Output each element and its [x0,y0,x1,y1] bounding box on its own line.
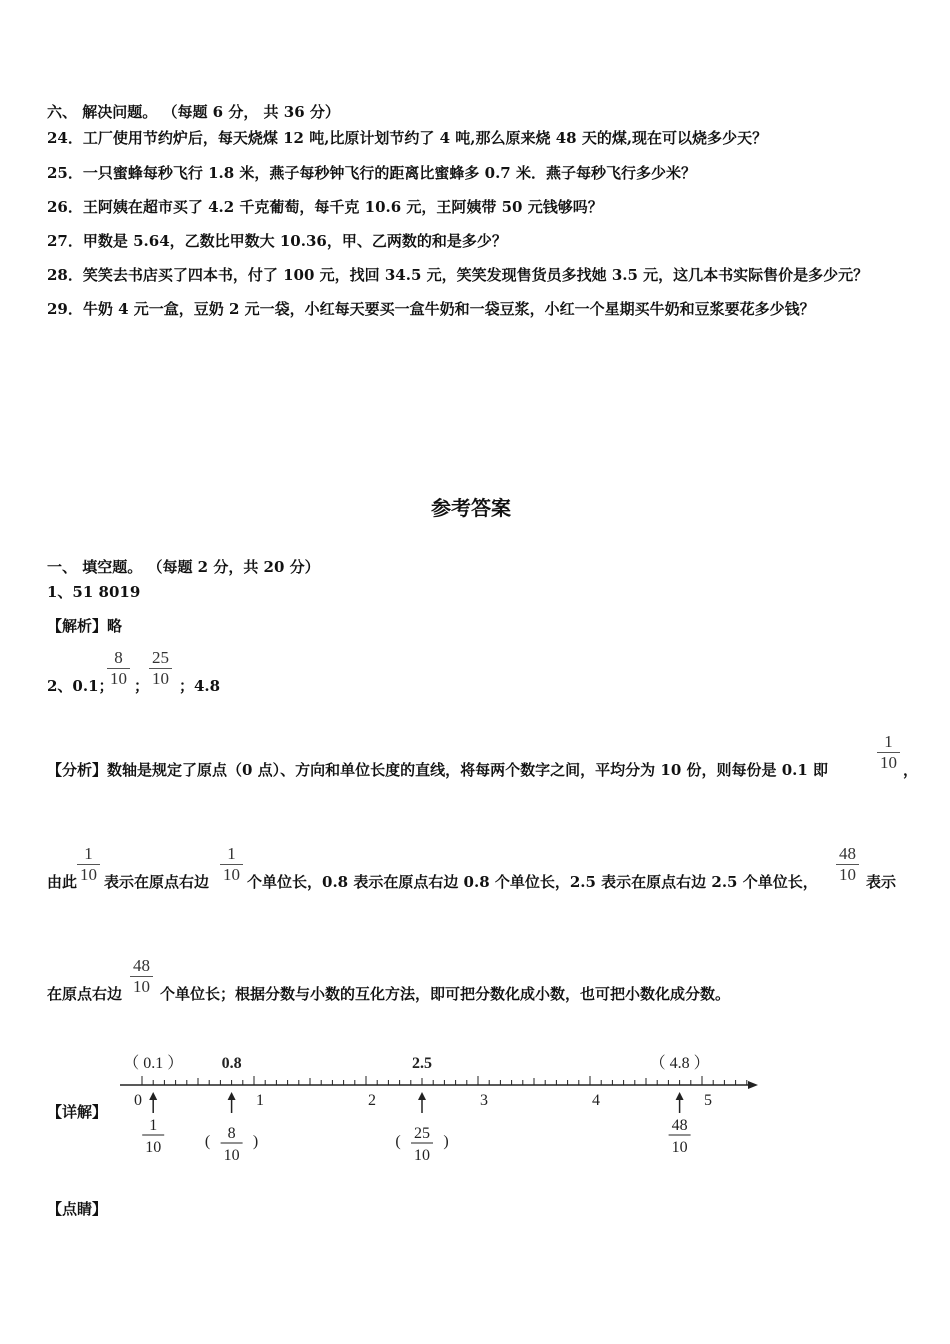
top-value-label: 0.8 [221,1055,242,1072]
question-24: 24．工厂使用节约炉后，每天烧煤 12 吨,比原计划节约了 4 吨,那么原来烧 48 天的煤,现在可以烧多少天？ [47,129,768,147]
fraction-denominator: 10 [77,864,100,885]
pointer-arrowhead [676,1092,684,1100]
top-value-label: （ 0.1 ） [123,1055,184,1072]
question-25: 25．一只蜜蜂每秒飞行 1.8 米，燕子每秒钟飞行的距离比蜜蜂多 0.7 米．燕子每秒飞行多少米？ [47,164,696,182]
answers-section1-title: 一、 填空题。 （每题 2 分，共 20 分） [47,558,320,576]
top-value-label: 2.5 [412,1055,432,1072]
axis-number-label: 2 [368,1092,376,1109]
axis-arrowhead [748,1081,758,1089]
axis-number-label: 3 [480,1092,488,1109]
fraction-numerator: 1 [884,732,893,751]
paren-right: ) [443,1133,449,1150]
question-28: 28．笑笑去书店买了四本书，付了 100 元，找回 34.5 元，笑笑发现售货员多找她 3.5 元，这几本书实际售价是多少元？ [47,266,869,284]
axis-number-label: 0 [134,1092,142,1109]
paren-left: ( [395,1133,401,1150]
fraction-numerator: 1 [227,844,236,863]
analysis-line-3a: 在原点右边 [47,985,123,1003]
analysis-line-1: 【分析】数轴是规定了原点（0 点）、方向和单位长度的直线，将每两个数字之间，平均分为 10 份，则每份是 0.1 即 [47,761,829,779]
question-26: 26．王阿姨在超市买了 4.2 千克葡萄，每千克 10.6 元，王阿姨带 50 元钱够吗？ [47,198,603,216]
answer-2-fraction-1 [107,648,130,689]
fraction-denominator: 10 [671,1139,688,1156]
fraction-denominator: 10 [877,752,900,773]
analysis-line-1-end: ， [903,761,919,779]
fraction-denominator: 10 [107,668,130,689]
answer-2-prefix: 2、0.1； [47,677,114,695]
answer-2-sep2: ；4.8 [179,677,221,695]
fraction-numerator: 25 [414,1125,430,1142]
top-value-label: （ 4.8 ） [649,1055,710,1072]
fraction-numerator: 48 [133,956,150,975]
pointer-arrowhead [228,1092,236,1100]
question-27: 27．甲数是 5.64，乙数比甲数大 10.36，甲、乙两数的和是多少？ [47,232,507,250]
answer-1: 1、51 8019 [47,583,141,601]
fraction-numerator: 1 [84,844,93,863]
fraction-numerator: 8 [227,1125,236,1142]
analysis-line-3b: 个单位长；根据分数与小数的互化方法，即可把分数化成小数，也可把小数化成分数。 [160,985,731,1003]
fraction-denominator: 10 [145,1139,162,1156]
axis-number-label: 4 [592,1092,600,1109]
analysis-fraction-48-10-a [836,844,859,885]
fraction-denominator: 10 [223,1147,240,1164]
fraction-denominator: 10 [220,864,243,885]
analysis-fraction-1-10-c [220,844,243,885]
pointer-arrowhead [149,1092,157,1100]
paren-right: ) [252,1133,259,1150]
fraction-numerator: 1 [149,1117,158,1134]
number-line-figure [110,1045,780,1175]
analysis-line-2a: 由此 [47,873,78,891]
analysis-line-2d: 表示 [866,873,897,891]
analysis-fraction-1-10-b [77,844,100,885]
detail-label: 【详解】 [47,1103,108,1121]
pointer-arrowhead [418,1092,426,1100]
analysis-line-2c: 个单位长，0.8 表示在原点右边 0.8 个单位长，2.5 表示在原点右边 2.5 个单位长， [247,873,818,891]
dianjing-label: 【点睛】 [47,1200,108,1218]
fraction-denominator: 10 [414,1147,430,1164]
section6-title: 六、 解决问题。 （每题 6 分， 共 36 分） [47,103,340,121]
fraction-numerator: 48 [839,844,856,863]
answer-2-fraction-2 [149,648,172,689]
answer-1-analysis: 【解析】略 [47,617,123,635]
answers-title: 参考答案 [431,496,511,520]
paren-left: ( [204,1133,211,1150]
analysis-line-2b: 表示在原点右边 [104,873,210,891]
analysis-fraction-48-10-b [130,956,153,997]
fraction-denominator: 10 [836,864,859,885]
answer-2-sep1: ； [134,677,150,695]
fraction-denominator: 10 [149,668,172,689]
question-29: 29．牛奶 4 元一盒，豆奶 2 元一袋，小红每天要买一盒牛奶和一袋豆浆，小红一个星期买牛奶和豆浆要花多少钱？ [47,300,815,318]
fraction-denominator: 10 [130,976,153,997]
fraction-numerator: 48 [671,1117,688,1134]
analysis-fraction-1-10-a [877,732,900,773]
axis-number-label: 1 [256,1092,264,1109]
fraction-numerator: 8 [114,648,123,667]
fraction-numerator: 25 [152,648,169,667]
axis-number-label: 5 [704,1092,712,1109]
